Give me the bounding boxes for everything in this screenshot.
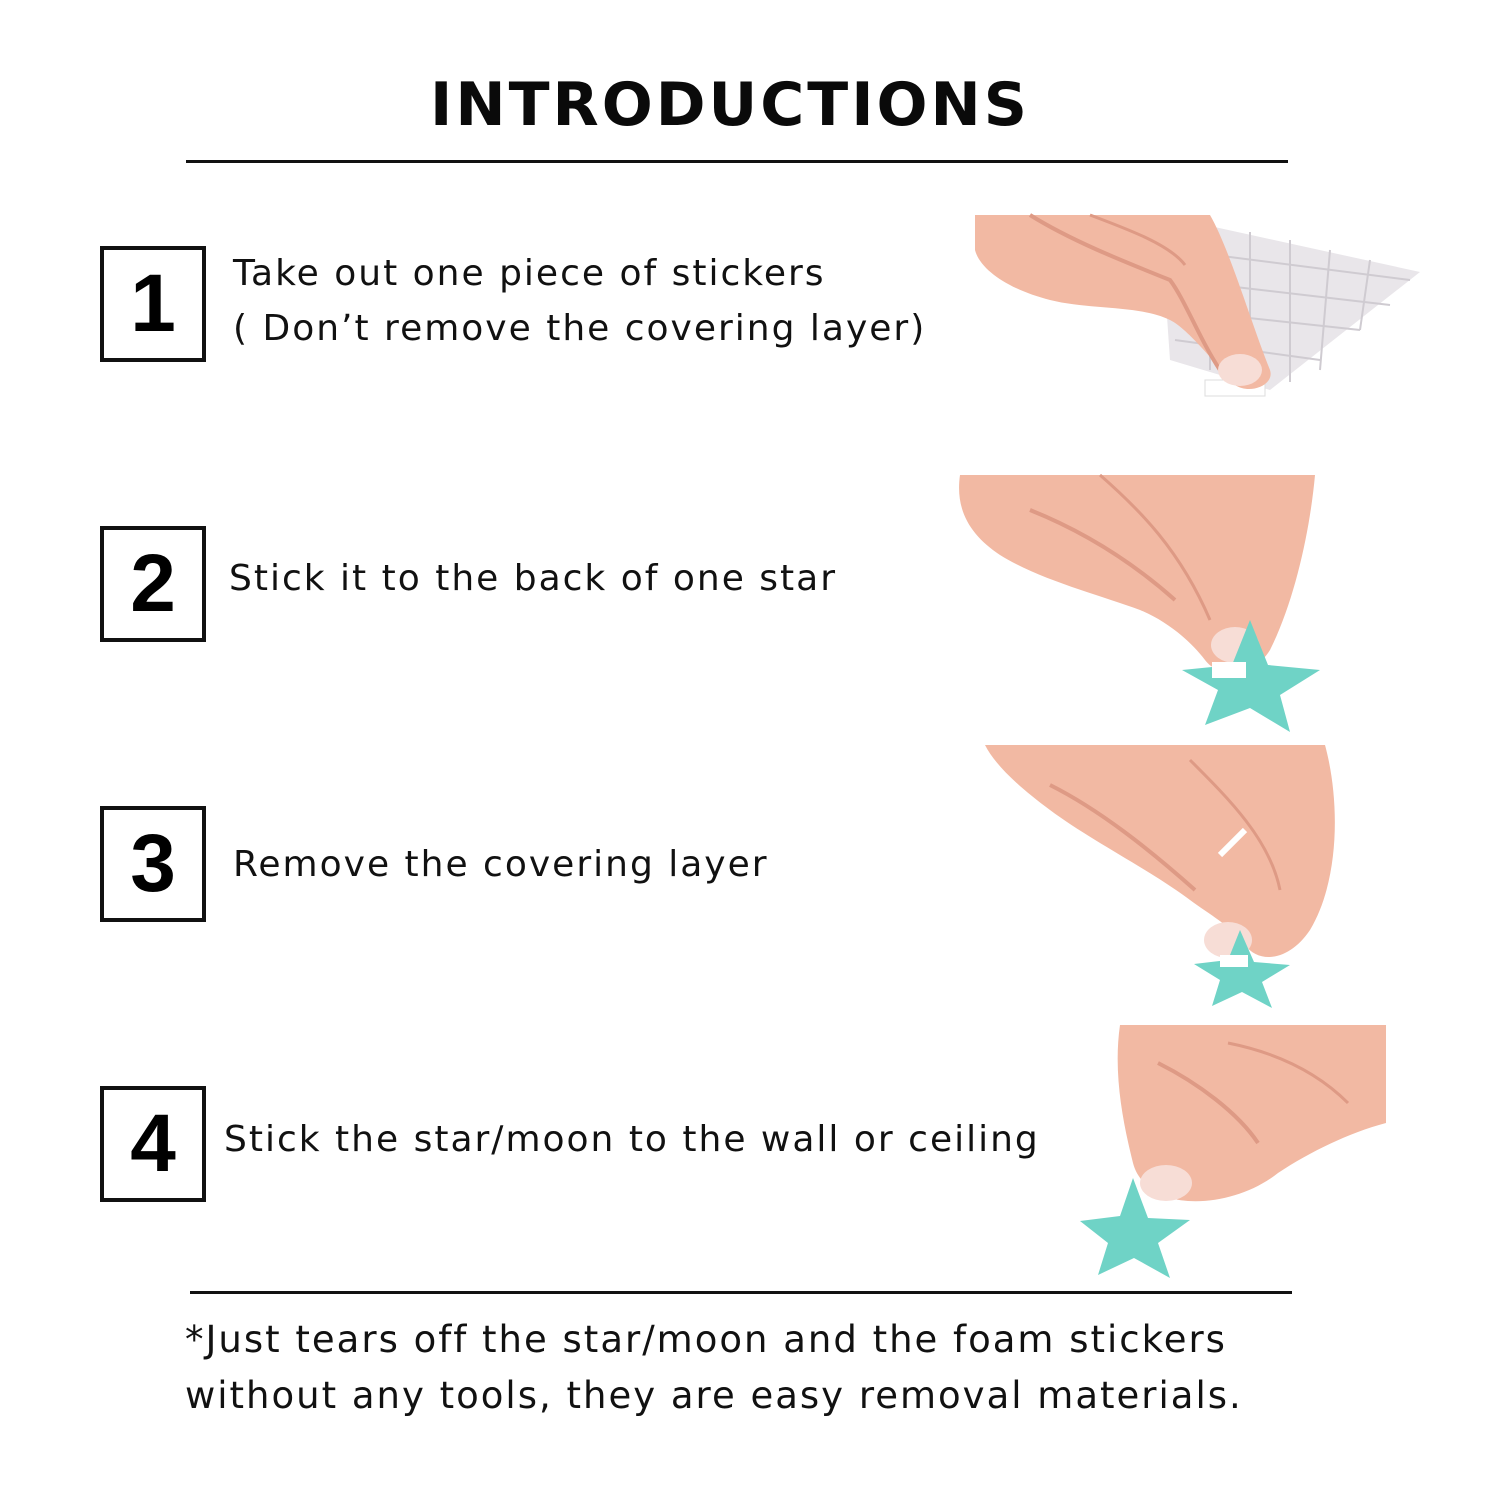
step-4-number: 4 [100, 1086, 206, 1202]
step-1-number: 1 [100, 246, 206, 362]
note-line-1: *Just tears off the star/moon and the foam stickers [185, 1318, 1227, 1361]
step-4-line-1: Stick the star/moon to the wall or ceiling [224, 1119, 1040, 1160]
step-3-illustration [980, 740, 1350, 1010]
removal-note [185, 1312, 1243, 1424]
step-1-illustration [970, 210, 1430, 410]
step-2-illustration [950, 470, 1340, 735]
top-divider [186, 160, 1288, 163]
step-1-text [233, 246, 926, 356]
step-4-text [224, 1112, 1040, 1167]
step-3-text [233, 837, 769, 892]
step-2-text [229, 551, 837, 606]
step-1-line-2: ( Don’t remove the covering layer) [233, 308, 927, 349]
page-title: INTRODUCTIONS [430, 70, 1030, 140]
step-2-line-1: Stick it to the back of one star [229, 558, 838, 599]
step-4-illustration [1078, 1023, 1388, 1278]
bottom-divider [190, 1291, 1292, 1294]
step-3-number: 3 [100, 806, 206, 922]
step-3-line-1: Remove the covering layer [233, 844, 769, 885]
step-1-line-1: Take out one piece of stickers [233, 253, 826, 294]
note-line-2: without any tools, they are easy removal materials. [185, 1374, 1243, 1417]
step-2-number: 2 [100, 526, 206, 642]
